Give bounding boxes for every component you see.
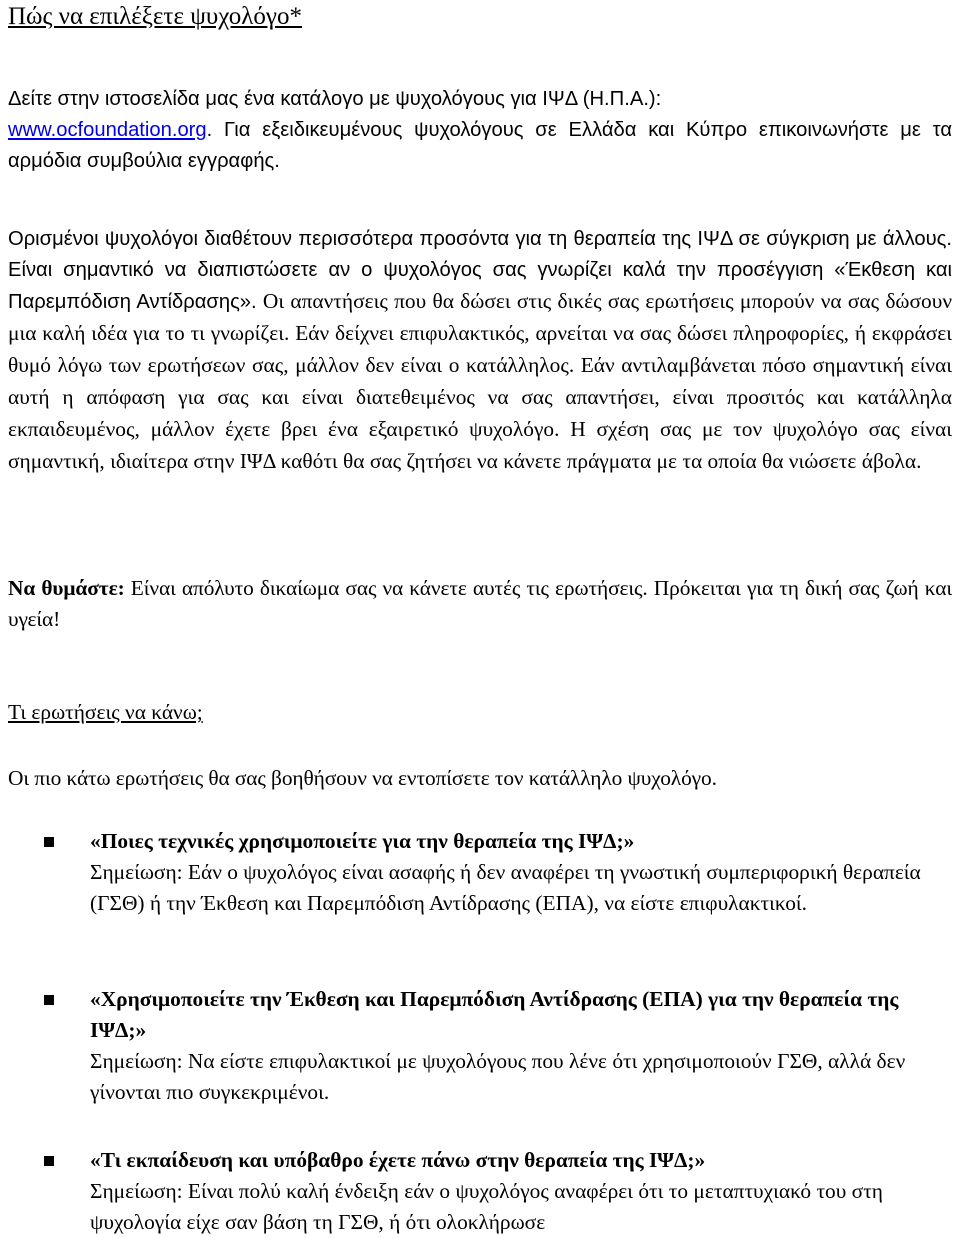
bullet-square-icon bbox=[44, 1156, 54, 1166]
question-note: Σημείωση: Εάν ο ψυχολόγος είναι ασαφής ή δεν αναφέρει τη γνωστική συμπεριφορική θεραπεία (ΓΣΘ) ή την Έκθεση και Παρεμπόδιση Αντίδρασης (ΕΠΑ), να είστε επιφυλακτικοί. bbox=[90, 860, 921, 915]
question-text: «Χρησιμοποιείτε την Έκθεση και Παρεμπόδιση Αντίδρασης (ΕΠΑ) για την θεραπεία της ΙΨΔ;» bbox=[90, 987, 899, 1042]
intro-text-continued: . Για εξειδικευμένους ψυχολόγους σε Ελλάδα και Κύπρο επικοινωνήστε με τα αρμόδια συμβούλια εγγραφής. bbox=[8, 119, 952, 172]
main-paragraph bbox=[8, 224, 952, 478]
main-paragraph-sans: Ορισμένοι ψυχολόγοι διαθέτουν περισσότερα προσόντα για τη θεραπεία της ΙΨΔ σε σύγκριση με άλλους. Είναι σημαντικό να διαπιστώσετε αν ο ψυχολόγος σας γνωρίζει καλά την προσέγγιση «Έκθεση και Παρεμπόδιση Αντίδρασης». bbox=[8, 228, 952, 313]
intro-text: Δείτε στην ιστοσελίδα μας ένα κατάλογο με ψυχολόγους για ΙΨΔ (Η.Π.Α.): bbox=[8, 88, 662, 110]
reminder-text: Είναι απόλυτο δικαίωμα σας να κάνετε αυτές τις ερωτήσεις. Πρόκειται για τη δική σας ζωή και υγεία! bbox=[8, 576, 953, 631]
bullet-square-icon bbox=[44, 837, 54, 847]
intro-paragraph bbox=[8, 84, 952, 177]
question-note: Σημείωση: Είναι πολύ καλή ένδειξη εάν ο ψυχολόγος αναφέρει ότι το μεταπτυχιακό του στη ψυχολογία είχε σαν βάση τη ΓΣΘ, ή ότι ολοκλήρωσε bbox=[90, 1179, 883, 1234]
page-title: Πώς να επιλέξετε ψυχολόγο* bbox=[8, 3, 302, 30]
main-paragraph-serif: Οι απαντήσεις που θα δώσει στις δικές σας ερωτήσεις μπορούν να σας δώσουν μια καλή ιδέα για το τι γνωρίζει. Εάν δείχνει επιφυλακτικός, αρνείται να σας δώσει πληροφορίες, ή εκφράσει θυμό λόγω των ερωτήσεων σας, μάλλον δεν είναι ο κατάλληλος. Εάν αντιλαμβάνεται πόσο σημαντική είναι αυτή η απόφαση για σας και είναι διατεθειμένος να σας απαντήσει, είναι προσιτός και κατάλληλα εκπαιδευμένος, μάλλον έχετε βρει ένα εξαιρετικό ψυχολόγο. Η σχέση σας με τον ψυχολόγο σας είναι σημαντική, ιδιαίτερα στην ΙΨΔ καθότι θα σας ζητήσει να κάνετε πράγματα με τα οποία θα νιώσετε άβολα. bbox=[8, 289, 952, 473]
questions-intro: Οι πιο κάτω ερωτήσεις θα σας βοηθήσουν να εντοπίσετε τον κατάλληλο ψυχολόγο. bbox=[8, 766, 717, 790]
ocfoundation-link[interactable]: www.ocfoundation.org bbox=[8, 119, 207, 141]
reminder-paragraph bbox=[8, 573, 952, 635]
reminder-label: Να θυμάστε: bbox=[8, 576, 125, 600]
question-text: «Τι εκπαίδευση και υπόβαθρο έχετε πάνω στην θεραπεία της ΙΨΔ;» bbox=[90, 1148, 706, 1172]
bullet-square-icon bbox=[44, 995, 54, 1005]
question-note: Σημείωση: Να είστε επιφυλακτικοί με ψυχολόγους που λένε ότι χρησιμοποιούν ΓΣΘ, αλλά δεν γίνονται πιο συγκεκριμένοι. bbox=[90, 1049, 906, 1104]
question-text: «Ποιες τεχνικές χρησιμοποιείτε για την θεραπεία της ΙΨΔ;» bbox=[90, 829, 635, 853]
questions-heading: Τι ερωτήσεις να κάνω; bbox=[8, 700, 203, 724]
